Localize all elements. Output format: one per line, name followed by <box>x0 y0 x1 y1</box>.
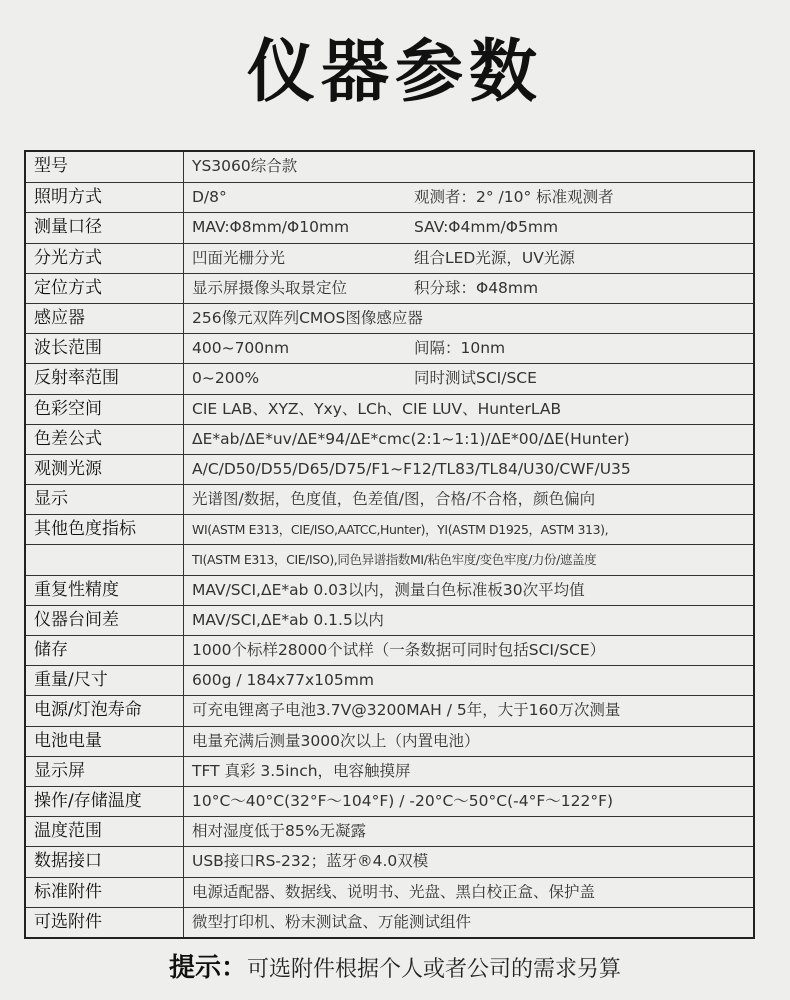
row-value: 相对湿度低于85%无凝露 <box>192 822 366 841</box>
row-label: 波长范围 <box>26 334 184 363</box>
row-value-secondary: 间隔：10nm <box>414 339 506 358</box>
row-value: 电量充满后测量3000次以上（内置电池） <box>192 731 480 750</box>
table-row <box>26 665 753 695</box>
table-row <box>26 877 753 907</box>
row-label: 电池电量 <box>26 727 184 756</box>
row-value-secondary: 组合LED光源，UV光源 <box>414 248 575 267</box>
table-row <box>26 544 753 574</box>
row-value: 可充电锂离子电池3.7V@3200MAH / 5年，大于160万次测量 <box>192 701 621 720</box>
row-value: A/C/D50/D55/D65/D75/F1~F12/TL83/TL84/U30/CWF/U35 <box>192 459 631 478</box>
table-row <box>26 484 753 514</box>
row-label: 重量/尺寸 <box>26 666 184 695</box>
row-value: 600g / 184x77x105mm <box>192 671 374 690</box>
row-label: 温度范围 <box>26 817 184 846</box>
row-value: D/8° <box>192 188 227 207</box>
row-label: 观测光源 <box>26 455 184 484</box>
row-value: 0~200% <box>192 369 260 388</box>
table-row <box>26 303 753 333</box>
table-row <box>26 756 753 786</box>
tip-text: 可选附件根据个人或者公司的需求另算 <box>247 957 622 982</box>
row-label: 其他色度指标 <box>26 515 184 544</box>
tip-note <box>0 948 790 990</box>
row-value-secondary: 观测者：2° /10° 标准观测者 <box>414 188 614 207</box>
row-value: MAV/SCI,ΔE*ab 0.1.5以内 <box>192 610 384 629</box>
row-label: 反射率范围 <box>26 364 184 393</box>
table-row <box>26 333 753 363</box>
table-row <box>26 212 753 242</box>
row-label: 储存 <box>26 636 184 665</box>
row-label: 分光方式 <box>26 244 184 273</box>
row-value: MAV/SCI,ΔE*ab 0.03以内，测量白色标准板30次平均值 <box>192 580 585 599</box>
row-label: 电源/灯泡寿命 <box>26 696 184 725</box>
row-value-secondary: 同时测试SCI/SCE <box>414 369 537 388</box>
row-value: 光谱图/数据，色度值，色差值/图，合格/不合格，颜色偏向 <box>192 490 596 509</box>
row-label: 操作/存储温度 <box>26 787 184 816</box>
table-row <box>26 816 753 846</box>
row-value: 256像元双阵列CMOS图像感应器 <box>192 308 423 327</box>
row-value: CIE LAB、XYZ、Yxy、LCh、CIE LUV、HunterLAB <box>192 399 562 418</box>
row-value: 电源适配器、数据线、说明书、光盘、黑白校正盒、保护盖 <box>192 882 596 901</box>
row-label: 重复性精度 <box>26 576 184 605</box>
table-row <box>26 363 753 393</box>
row-label: 显示 <box>26 485 184 514</box>
row-label: 型号 <box>26 152 184 182</box>
row-label: 显示屏 <box>26 757 184 786</box>
row-label: 仪器台间差 <box>26 606 184 635</box>
row-label <box>26 545 184 574</box>
table-row <box>26 273 753 303</box>
table-row <box>26 695 753 725</box>
table-row <box>26 454 753 484</box>
row-value: ΔE*ab/ΔE*uv/ΔE*94/ΔE*cmc(2:1~1:1)/ΔE*00/ΔE(Hunter) <box>192 429 630 448</box>
row-label: 照明方式 <box>26 183 184 212</box>
row-value: WI(ASTM E313，CIE/ISO,AATCC,Hunter)，YI(ASTM D1925，ASTM 313), <box>192 522 609 538</box>
table-row <box>26 182 753 212</box>
row-value: 凹面光栅分光 <box>192 248 286 267</box>
table-row <box>26 394 753 424</box>
table-row <box>26 786 753 816</box>
row-value: YS3060综合款 <box>192 157 298 175</box>
row-value: 微型打印机、粉末测试盒、万能测试组件 <box>192 912 472 931</box>
page-title: 仪器参数 <box>246 33 543 112</box>
spec-table <box>24 150 755 939</box>
row-value: USB接口RS-232；蓝牙®4.0双模 <box>192 852 429 871</box>
table-row <box>26 514 753 544</box>
table-row <box>26 152 753 182</box>
row-value: TI(ASTM E313，CIE/ISO),同色异谱指数MI/粘色牢度/变色牢度/力份/遮盖度 <box>192 552 597 568</box>
row-value-secondary: SAV:Φ4mm/Φ5mm <box>414 218 559 237</box>
row-label: 色差公式 <box>26 425 184 454</box>
row-value: 400~700nm <box>192 339 290 358</box>
row-value: TFT 真彩 3.5inch，电容触摸屏 <box>192 761 411 780</box>
row-label: 数据接口 <box>26 847 184 876</box>
table-row <box>26 846 753 876</box>
row-label: 定位方式 <box>26 274 184 303</box>
row-value: 1000个标样28000个试样（一条数据可同时包括SCI/SCE） <box>192 641 606 659</box>
row-value: 10°C～40°C(32°F～104°F) / -20°C～50°C(-4°F～122°F) <box>192 791 614 810</box>
table-row <box>26 907 753 937</box>
row-label: 感应器 <box>26 304 184 333</box>
row-value: MAV:Φ8mm/Φ10mm <box>192 218 350 237</box>
table-row <box>26 243 753 273</box>
row-label: 可选附件 <box>26 908 184 937</box>
table-row <box>26 575 753 605</box>
table-row <box>26 605 753 635</box>
row-label: 色彩空间 <box>26 395 184 424</box>
table-row <box>26 635 753 665</box>
row-value-secondary: 积分球：Φ48mm <box>414 278 539 297</box>
row-label: 测量口径 <box>26 213 184 242</box>
row-label: 标准附件 <box>26 878 184 907</box>
table-row <box>26 726 753 756</box>
row-value: 显示屏摄像头取景定位 <box>192 278 348 297</box>
tip-label: 提示： <box>168 953 247 983</box>
table-row <box>26 424 753 454</box>
